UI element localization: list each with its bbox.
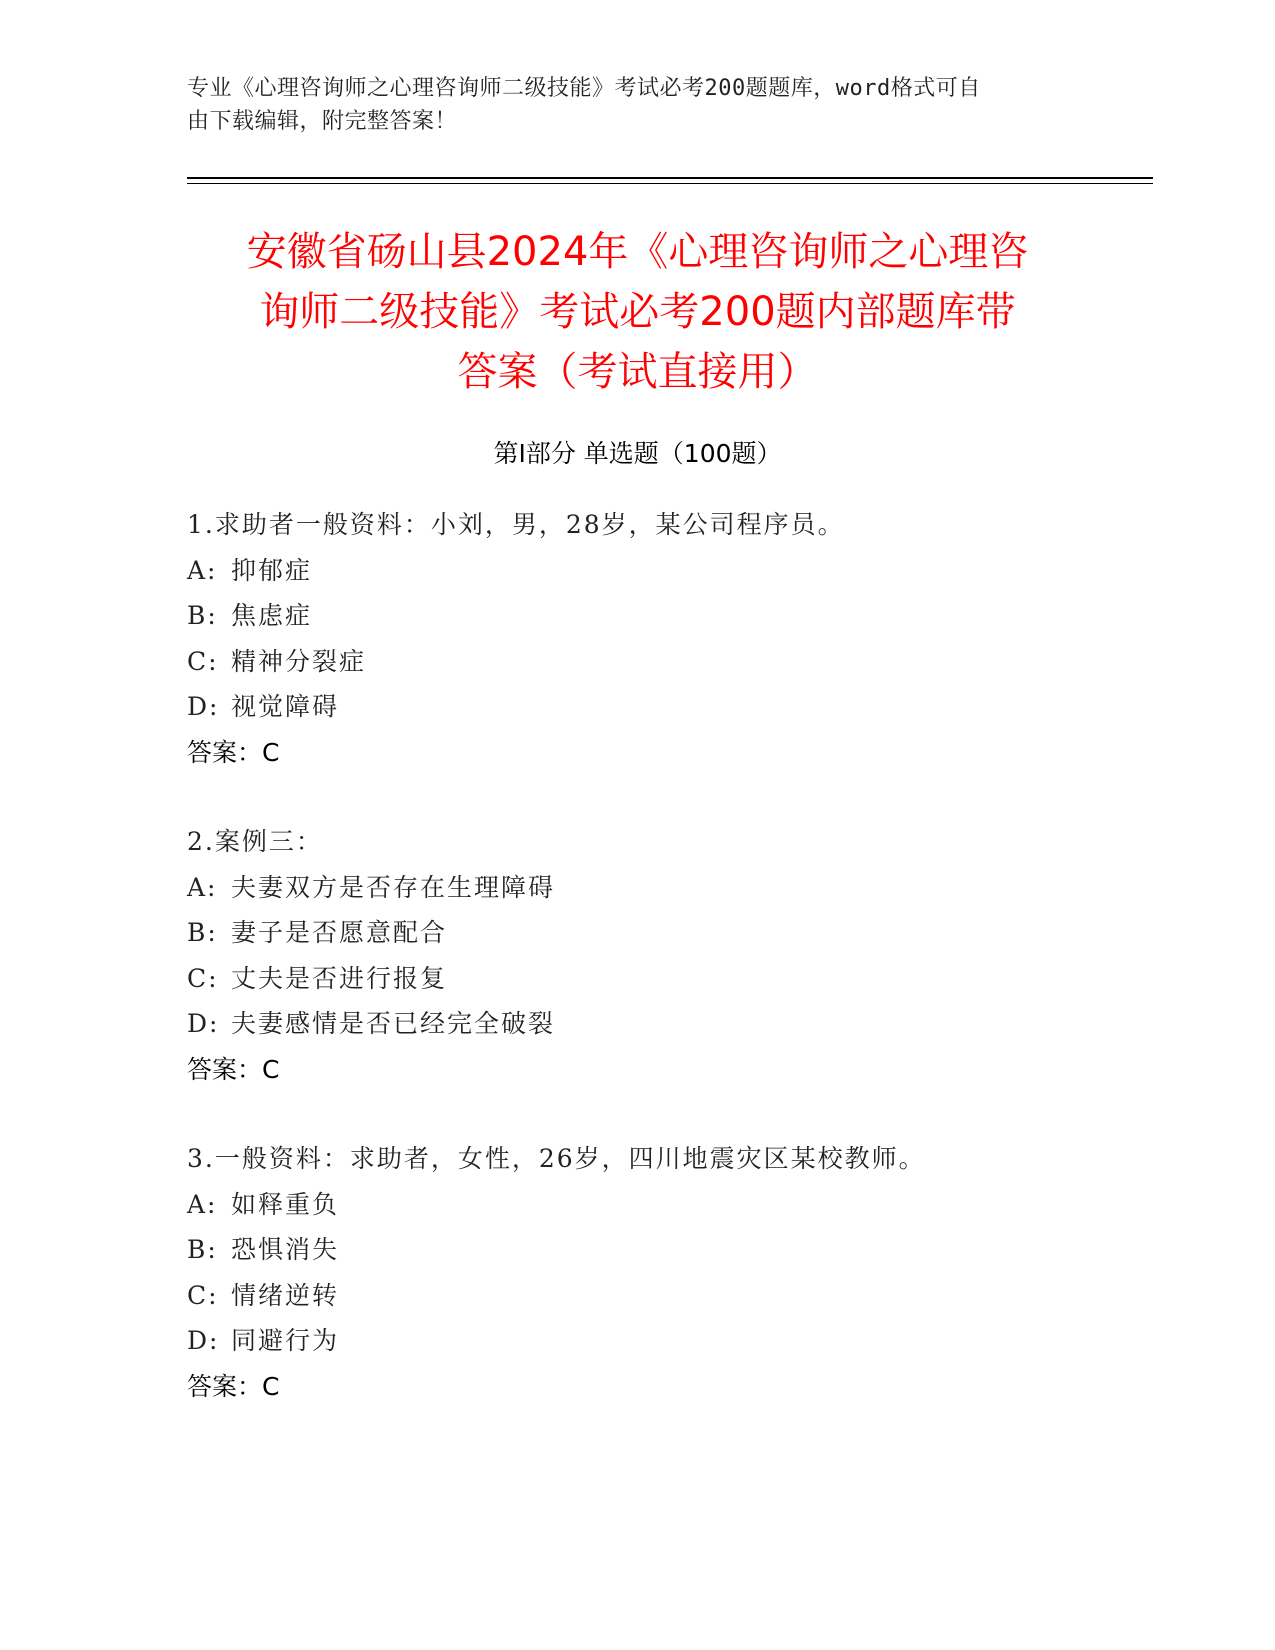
option-text: 夫妻双方是否存在生理障碍 <box>231 872 556 902</box>
option-d <box>187 1319 1087 1365</box>
option-text: 同避行为 <box>231 1326 340 1355</box>
option-letter: B: <box>187 601 218 630</box>
option-a <box>187 1183 1087 1229</box>
header-rule-thick <box>187 177 1153 179</box>
option-letter: C: <box>187 1280 219 1310</box>
option-letter: D: <box>187 1009 220 1038</box>
option-text: 抑郁症 <box>231 555 313 585</box>
document-title-line-1: 安徽省砀山县2024年《心理咨询师之心理咨 <box>246 229 1029 275</box>
option-letter: D: <box>187 692 220 721</box>
option-text: 精神分裂症 <box>231 646 367 676</box>
option-a <box>187 866 1087 912</box>
question-1 <box>187 503 1087 776</box>
option-b <box>187 1228 1087 1274</box>
option-text: 情绪逆转 <box>231 1280 340 1310</box>
option-letter: A: <box>187 1189 218 1219</box>
option-text: 丈夫是否进行报复 <box>231 963 448 993</box>
section-heading: 第Ⅰ部分 单选题（100题） <box>493 439 782 468</box>
answer: 答案：C <box>187 1371 280 1401</box>
option-text: 如释重负 <box>231 1189 340 1219</box>
header-note-line-1: 专业《心理咨询师之心理咨询师二级技能》考试必考200题题库，word格式可自 <box>187 76 981 101</box>
option-c <box>187 1274 1087 1320</box>
question-3 <box>187 1137 1087 1410</box>
option-b <box>187 594 1087 640</box>
option-b <box>187 911 1087 957</box>
option-text: 恐惧消失 <box>231 1235 340 1264</box>
option-text: 妻子是否愿意配合 <box>231 918 448 947</box>
option-text: 视觉障碍 <box>231 692 340 721</box>
option-text: 夫妻感情是否已经完全破裂 <box>231 1009 556 1038</box>
header-rule-thin <box>187 183 1153 184</box>
option-c <box>187 957 1087 1003</box>
option-c <box>187 640 1087 686</box>
document-title-line-3: 答案（考试直接用） <box>457 349 818 395</box>
header-note-line-2: 由下载编辑，附完整答案！ <box>187 109 458 134</box>
option-letter: B: <box>187 918 218 947</box>
question-stem: 1.求助者一般资料：小刘，男，28岁，某公司程序员。 <box>187 510 845 539</box>
document-title-line-2: 询师二级技能》考试必考200题内部题库带 <box>259 289 1016 335</box>
option-letter: D: <box>187 1326 220 1355</box>
option-letter: A: <box>187 555 218 585</box>
question-2 <box>187 820 1087 1093</box>
option-d <box>187 685 1087 731</box>
option-a <box>187 549 1087 595</box>
option-letter: C: <box>187 963 219 993</box>
answer: 答案：C <box>187 1054 280 1084</box>
option-letter: A: <box>187 872 218 902</box>
option-letter: B: <box>187 1235 218 1264</box>
document-title <box>160 222 1115 402</box>
option-text: 焦虑症 <box>231 601 313 630</box>
header-note <box>187 72 1067 138</box>
question-stem: 3.一般资料：求助者，女性，26岁，四川地震灾区某校教师。 <box>187 1144 926 1173</box>
question-stem: 2.案例三： <box>187 827 323 856</box>
option-letter: C: <box>187 646 219 676</box>
option-d <box>187 1002 1087 1048</box>
answer: 答案：C <box>187 737 280 767</box>
